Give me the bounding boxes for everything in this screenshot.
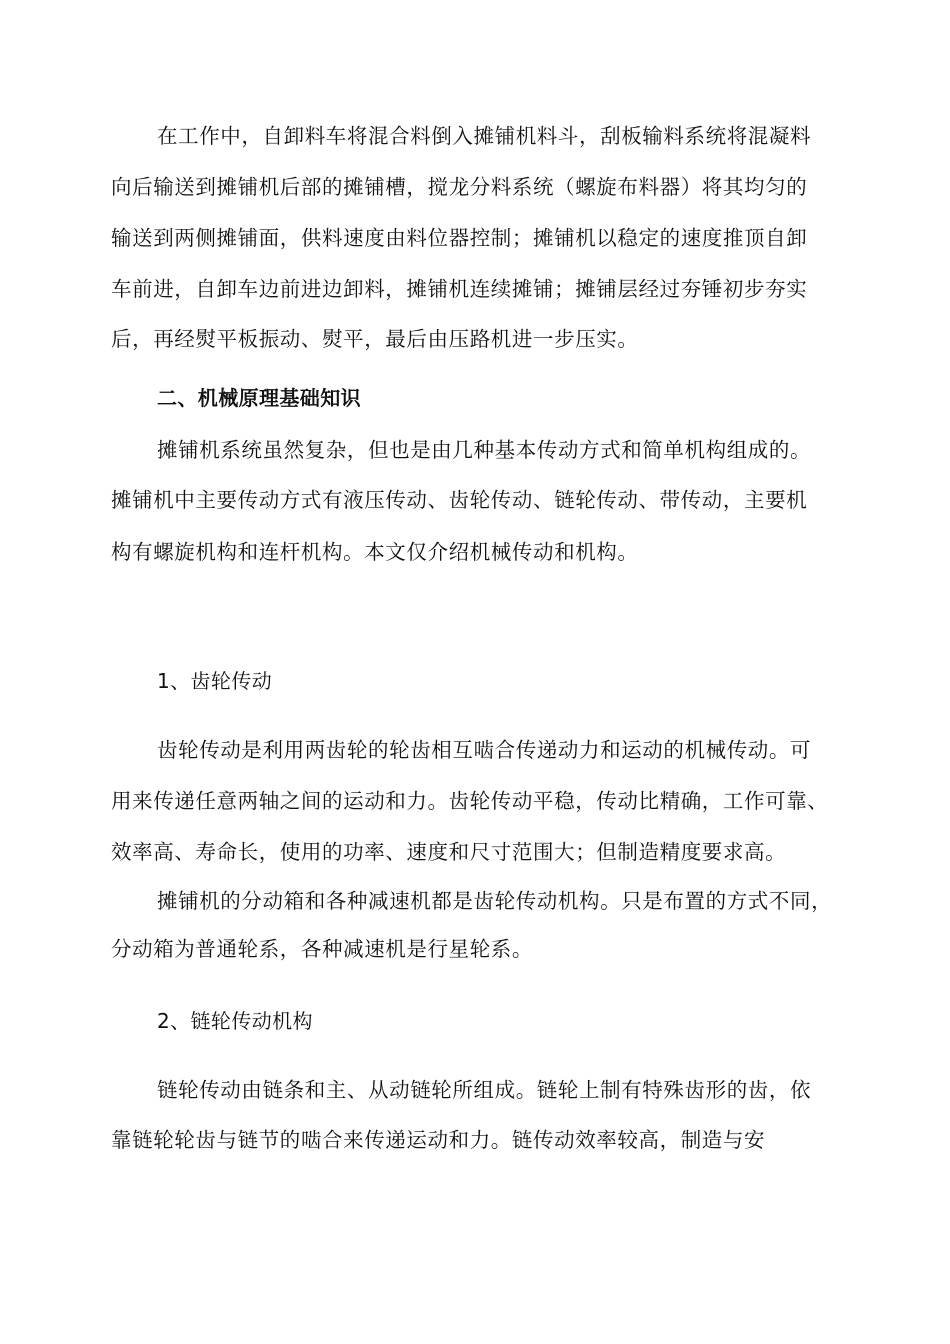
subsection-heading-gear-transmission: 1、齿轮传动 (157, 669, 273, 693)
paragraph-2-line-2: 摊铺机中主要传动方式有液压传动、齿轮传动、链轮传动、带传动，主要机 (111, 488, 808, 512)
paragraph-2-line-3: 构有螺旋机构和连杆机构。本文仅介绍机械传动和机构。 (111, 540, 639, 564)
paragraph-3-line-3: 效率高、寿命长，使用的功率、速度和尺寸范围大；但制造精度要求高。 (111, 840, 787, 864)
paragraph-1-line-4: 车前进，自卸车边前进边卸料，摊铺机连续摊铺；摊铺层经过夯锤初步夯实 (111, 277, 808, 301)
paragraph-5-line-1: 链轮传动由链条和主、从动链轮所组成。链轮上制有特殊齿形的齿，依 (157, 1078, 812, 1102)
paragraph-1-line-2: 向后输送到摊铺机后部的摊铺槽，搅龙分料系统（螺旋布料器）将其均匀的 (111, 175, 808, 199)
paragraph-2-line-1: 摊铺机系统虽然复杂，但也是由几种基本传动方式和简单机构组成的。 (157, 438, 812, 462)
paragraph-3-line-1: 齿轮传动是利用两齿轮的轮齿相互啮合传递动力和运动的机械传动。可 (157, 738, 812, 762)
paragraph-1-line-3: 输送到两侧摊铺面，供料速度由料位器控制；摊铺机以稳定的速度推顶自卸 (111, 226, 808, 250)
paragraph-3-line-2: 用来传递任意两轴之间的运动和力。齿轮传动平稳，传动比精确，工作可靠、 (111, 789, 829, 813)
paragraph-5-line-2: 靠链轮轮齿与链节的啮合来传递运动和力。链传动效率较高，制造与安 (111, 1128, 766, 1152)
paragraph-4-line-2: 分动箱为普通轮系，各种减速机是行星轮系。 (111, 937, 533, 961)
subsection-heading-chain-transmission: 2、链轮传动机构 (157, 1009, 313, 1033)
paragraph-1-line-5: 后，再经熨平板振动、熨平，最后由压路机进一步压实。 (111, 327, 639, 351)
paragraph-4-line-1: 摊铺机的分动箱和各种减速机都是齿轮传动机构。只是布置的方式不同， (157, 889, 833, 913)
section-heading-mechanical-principles: 二、机械原理基础知识 (157, 386, 361, 410)
paragraph-1-line-1: 在工作中，自卸料车将混合料倒入摊铺机料斗，刮板输料系统将混凝料 (157, 124, 812, 148)
